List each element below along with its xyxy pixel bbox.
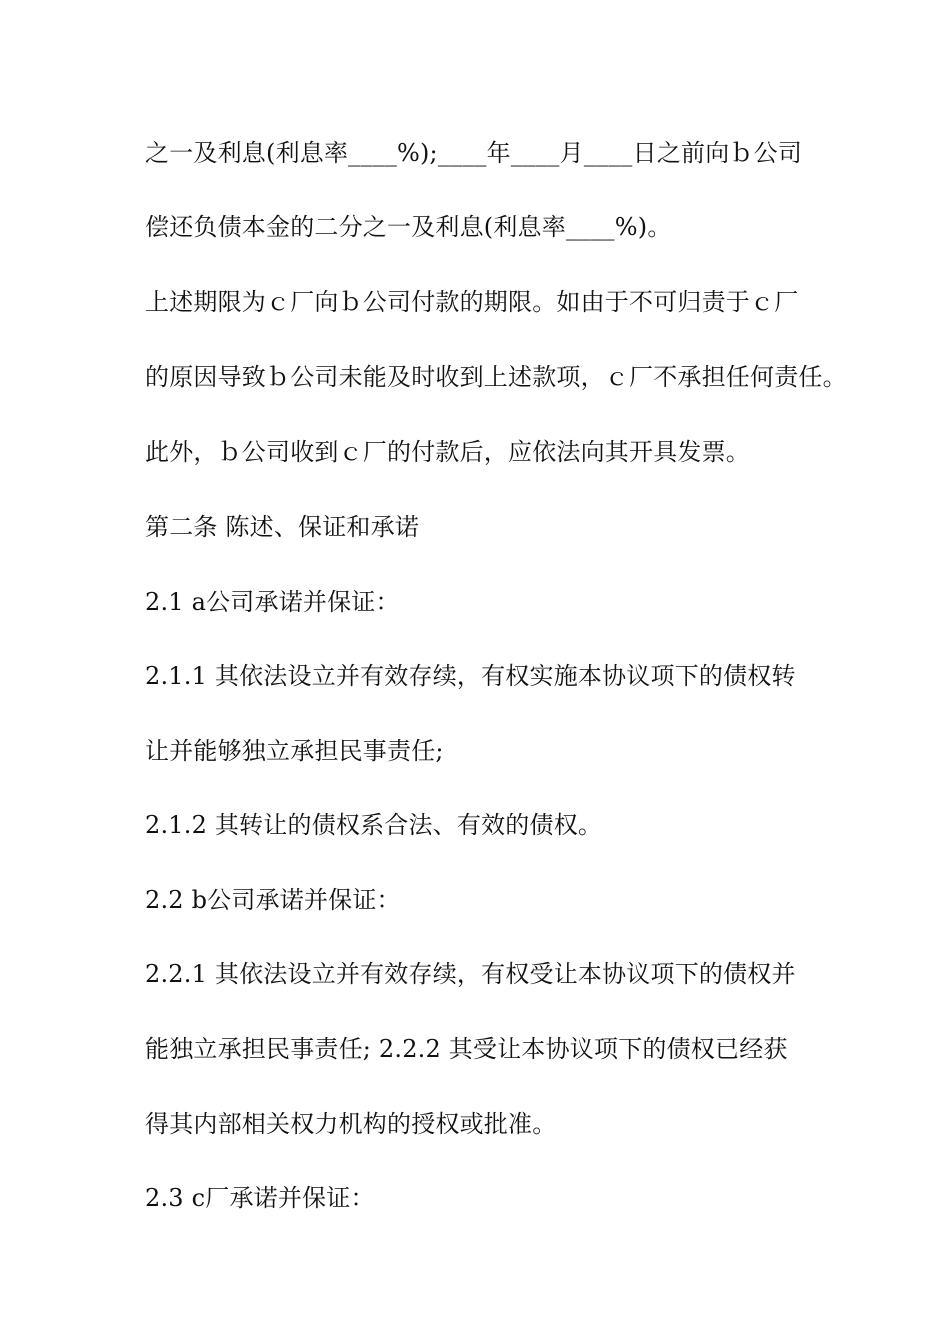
clause-line: 2.1.2 其转让的债权系合法、有效的债权。	[145, 811, 603, 839]
clause-line: 能独立承担民事责任; 2.2.2 其受让本协议项下的债权已经获	[145, 1035, 788, 1063]
clause-line: 得其内部相关权力机构的授权或批准。	[145, 1110, 557, 1138]
clause-heading: 2.3 c厂承诺并保证：	[145, 1184, 375, 1212]
clause-heading: 2.1 a公司承诺并保证：	[145, 588, 400, 616]
clause-line: 2.1.1 其依法设立并有效存续，有权实施本协议项下的债权转	[145, 662, 796, 690]
clause-heading: 2.2 b公司承诺并保证：	[145, 886, 401, 914]
paragraph-line: 偿还负债本金的二分之一及利息(利息率____%)。	[145, 213, 672, 241]
section-heading: 第二条 陈述、保证和承诺	[145, 513, 420, 541]
paragraph-line: 上述期限为ｃ厂向ｂ公司付款的期限。如由于不可归责于ｃ厂	[145, 288, 799, 316]
paragraph-line: 此外，ｂ公司收到ｃ厂的付款后，应依法向其开具发票。	[145, 438, 750, 466]
paragraph-line: 之一及利息(利息率____%);____年____月____日之前向ｂ公司	[145, 139, 803, 167]
paragraph-line: 的原因导致ｂ公司未能及时收到上述款项，ｃ厂不承担任何责任。	[145, 363, 847, 391]
clause-line: 2.2.1 其依法设立并有效存续，有权受让本协议项下的债权并	[145, 960, 796, 988]
clause-line: 让并能够独立承担民事责任;	[145, 737, 444, 765]
